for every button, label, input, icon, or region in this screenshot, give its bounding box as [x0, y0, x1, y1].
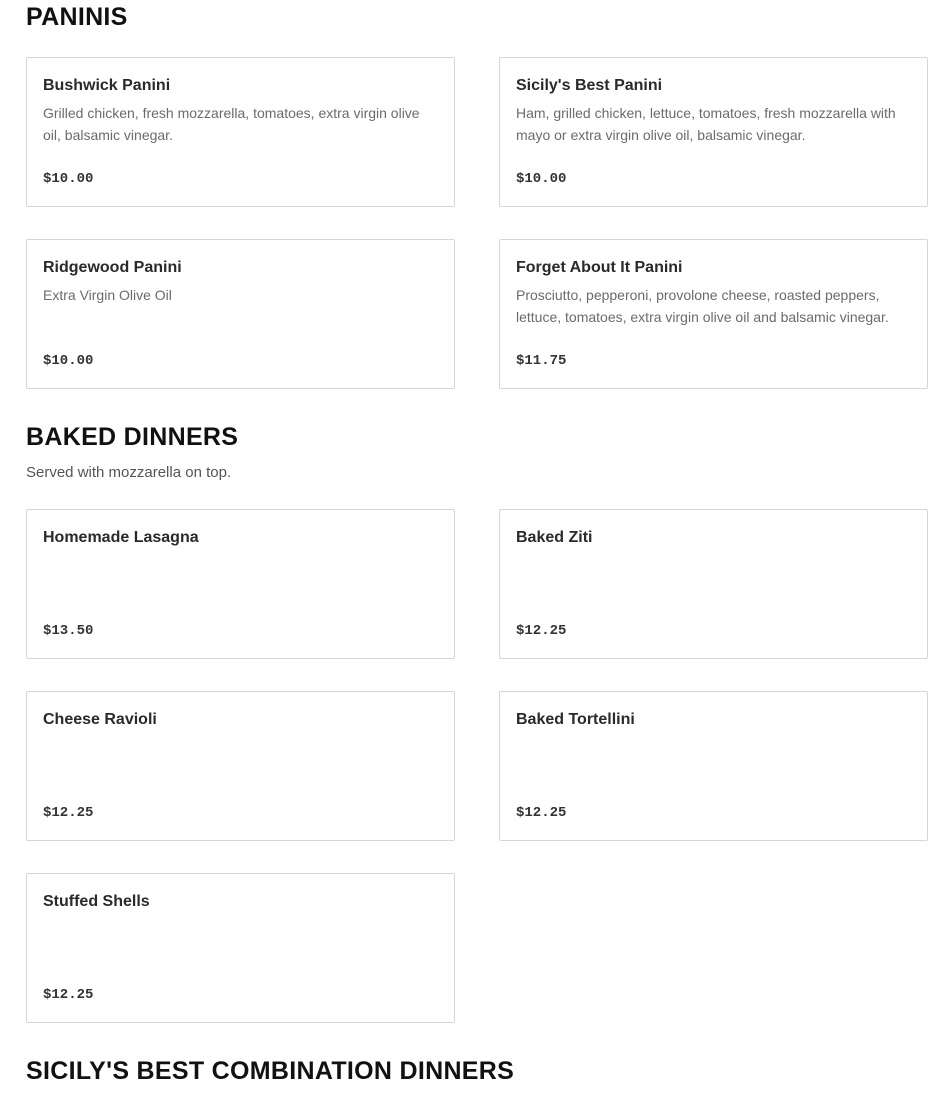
- menu-item-price: $11.75: [516, 353, 567, 369]
- menu-item-name: Homemade Lasagna: [43, 529, 199, 546]
- menu-item-name: Forget About It Panini: [516, 259, 683, 276]
- menu-item-price: $13.50: [43, 623, 94, 639]
- menu-item-card[interactable]: [26, 57, 455, 207]
- menu-item-price: $12.25: [43, 987, 94, 1003]
- menu-item-card[interactable]: [26, 509, 455, 659]
- menu-item-card[interactable]: [499, 57, 928, 207]
- section-description-baked-dinners: Served with mozzarella on top.: [26, 464, 232, 481]
- menu-item-card[interactable]: [499, 691, 928, 841]
- menu-item-description: Extra Virgin Olive Oil: [43, 287, 172, 303]
- menu-item-name: Baked Tortellini: [516, 711, 635, 728]
- menu-item-name: Sicily's Best Panini: [516, 77, 663, 94]
- menu-item-name: Stuffed Shells: [43, 893, 150, 910]
- menu-item-price: $10.00: [43, 171, 94, 187]
- menu-item-name: Cheese Ravioli: [43, 711, 157, 728]
- section-title-baked-dinners: BAKED DINNERS: [26, 423, 239, 451]
- menu-item-price: $10.00: [43, 353, 94, 369]
- menu-item-description: Grilled chicken, fresh mozzarella, tomatoes, extra virgin olive oil, balsamic vinegar.: [43, 105, 420, 143]
- menu-item-name: Baked Ziti: [516, 529, 593, 546]
- menu-item-card[interactable]: [499, 509, 928, 659]
- menu-grid-baked-dinners: [26, 509, 928, 1023]
- section-title-combination-dinners: SICILY'S BEST COMBINATION DINNERS: [26, 1057, 515, 1085]
- menu-item-card[interactable]: [26, 691, 455, 841]
- section-title-paninis: PANINIS: [26, 3, 128, 31]
- menu-item-description: Ham, grilled chicken, lettuce, tomatoes, fresh mozzarella with mayo or extra virgin olive oil, balsamic vinegar.: [516, 105, 896, 143]
- menu-grid-paninis: [26, 57, 928, 389]
- menu-item-price: $12.25: [516, 623, 567, 639]
- menu-item-price: $10.00: [516, 171, 567, 187]
- menu-item-card[interactable]: [26, 873, 455, 1023]
- menu-item-price: $12.25: [516, 805, 567, 821]
- menu-item-card[interactable]: [26, 239, 455, 389]
- menu-item-price: $12.25: [43, 805, 94, 821]
- menu-item-name: Bushwick Panini: [43, 77, 171, 94]
- menu-item-description: Prosciutto, pepperoni, provolone cheese, roasted peppers, lettuce, tomatoes, extra virgin olive oil and balsamic vinegar.: [516, 287, 889, 325]
- menu-item-name: Ridgewood Panini: [43, 259, 182, 276]
- menu-item-card[interactable]: [499, 239, 928, 389]
